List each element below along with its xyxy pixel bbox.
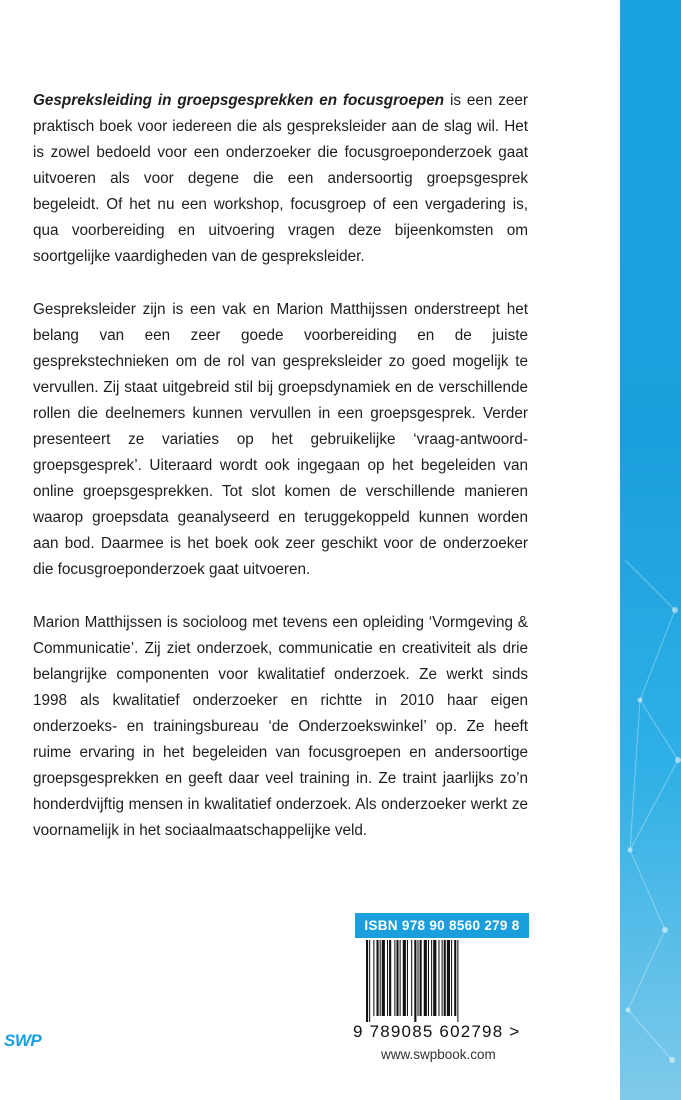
barcode-bar — [444, 940, 446, 1016]
barcode-bar — [431, 940, 432, 1016]
barcode-bar — [424, 940, 427, 1016]
decorative-side-band — [620, 0, 681, 1100]
publisher-logo: SWP — [4, 1031, 42, 1050]
barcode-bar — [417, 940, 418, 1016]
barcode-bar — [428, 940, 429, 1016]
barcode-bar — [407, 940, 408, 1016]
barcode-bar — [447, 940, 450, 1016]
barcode-bar — [369, 940, 370, 1022]
back-cover-text — [33, 88, 528, 871]
barcode-bar — [400, 940, 401, 1016]
barcode-bar — [366, 940, 368, 1022]
paragraph-author-bio: Marion Matthijssen is socioloog met tevens een opleiding ‘Vormgeving & Communicatie’. Zij ziet onderzoek, communicatie en creativiteit als drie belangrijke componenten voor kwalitatief onderzoek. Ze werkt sinds 1998 als kwalitatief onderzoeker en richtte in 2010 haar eigen onderzoeks- en trainingsbureau ‘de Onderzoekswinkel’ op. Ze heeft ruime ervaring in het begeleiden van focusgroepen en andersoortige groepsgesprekken en geeft daar veel training in. Ze traint jaarlijks zo’n honderdvijftig mensen in kwalitatief onderzoek. Als onderzoeker werkt ze voornamelijk in het sociaalmaatschappelijke veld. — [33, 614, 528, 839]
barcode-digits: 9 789085 602798 > — [353, 1022, 521, 1041]
barcode-bar — [380, 940, 381, 1016]
barcode-bar — [403, 940, 406, 1016]
barcode-bar — [442, 940, 443, 1016]
paragraph-intro — [33, 88, 528, 270]
barcode-bar — [373, 940, 374, 1016]
barcode-bar — [454, 940, 456, 1016]
barcode-bar — [394, 940, 395, 1016]
barcode-bar — [420, 940, 422, 1016]
barcode-bar — [438, 940, 439, 1016]
isbn-label: ISBN 978 90 8560 279 8 — [355, 913, 529, 938]
barcode-bar — [451, 940, 452, 1016]
network-pattern-graphic — [620, 0, 681, 1100]
barcode-bar — [411, 940, 412, 1016]
barcode-bar — [396, 940, 398, 1016]
barcode-bar — [457, 940, 458, 1022]
paragraph-content: Gespreksleider zijn is een vak en Marion Matthijssen onderstreept het belang van een zeer goede voorbereiding en de juiste gesprekstechnieken om de rol van gespreksleider zo goed mogelijk te vervullen. Zij staat uitgebreid stil bij groepsdynamiek en de verschillende rollen die deelnemers kunnen vervullen in een groepsgesprek. Verder presenteert ze variaties op het gebruikelijke ‘vraag-antwoord-groepsgesprek’. Uiteraard wordt ook ingegaan op het begeleiden van online groepsgesprekken. Tot slot komen de verschillende manieren waarop groepsdata geanalyseerd en teruggekoppeld kunnen worden aan bod. Daarmee is het boek ook zeer geschikt voor de onderzoeker die focusgroeponderzoek gaat uitvoeren. — [33, 301, 528, 578]
website-url: www.swpbook.com — [381, 1047, 496, 1062]
barcode-bar — [389, 940, 391, 1016]
barcode-bar — [433, 940, 436, 1016]
paragraph-intro-text: is een zeer praktisch boek voor iedereen die als gespreksleider aan de slag wil. Het is zowel bedoeld voor een onderzoeker die focusgroeponderzoek gaat uitvoeren als voor degene die een andersoortig groepsgesprek begeleidt. Of het nu een workshop, focusgroep of een vergadering is, qua voorbereiding en uitvoering vragen deze bijeenkomsten om soortgelijke vaardigheden van de gespreksleider. — [33, 92, 529, 265]
barcode — [366, 940, 516, 1022]
barcode-bar — [377, 940, 379, 1016]
barcode-bar — [382, 940, 385, 1016]
barcode-bar — [414, 940, 416, 1022]
book-title-lead: Gespreksleiding in groepsgesprekken en focusgroepen — [33, 92, 445, 109]
barcode-bar — [387, 940, 388, 1016]
